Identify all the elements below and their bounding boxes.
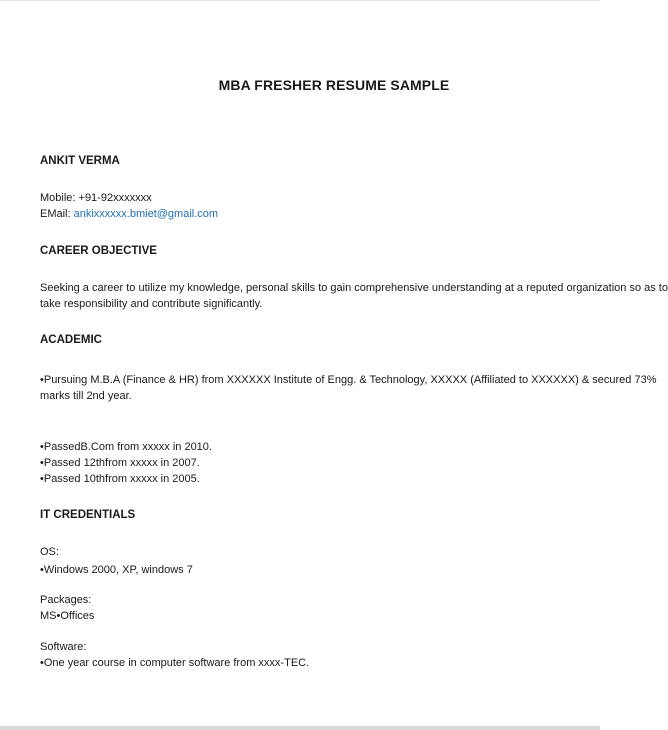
academic-mba-line-2: marks till 2nd year. [40,390,132,402]
email-label: EMail: [40,208,74,220]
os-value: •Windows 2000, XP, windows 7 [40,564,193,576]
email-link[interactable]: ankixxxxxx.bmiet@gmail.com [73,208,219,220]
academic-item-12th: •Passed 12thfrom xxxxx in 2007. [40,457,200,469]
career-objective-heading: CAREER OBJECTIVE [40,245,157,257]
packages-value: MS•Offices [40,610,95,622]
software-value: •One year course in computer software from xxxx-TEC. [40,657,310,669]
academic-mba-line-1: •Pursuing M.B.A (Finance & HR) from XXXXXX Institute of Engg. & Technology, XXXXX (Affiliated to XXXXXX) & secured 73% [40,374,657,386]
packages-label: Packages: [40,594,92,606]
career-objective-line-1: Seeking a career to utilize my knowledge, personal skills to gain comprehensive understanding at a reputed organization so as to [40,282,668,294]
software-label: Software: [40,641,87,653]
page-top-edge [0,0,600,1]
academic-item-bcom: •PassedB.Com from xxxxx in 2010. [40,441,212,453]
page-bottom-edge [0,726,600,730]
candidate-name: ANKIT VERMA [40,155,120,167]
career-objective-line-2: take responsibility and contribute significantly. [40,298,263,310]
academic-heading: ACADEMIC [40,334,102,346]
academic-item-10th: •Passed 10thfrom xxxxx in 2005. [40,473,200,485]
page-title: MBA FRESHER RESUME SAMPLE [218,77,450,93]
os-label: OS: [40,546,59,558]
email-line [40,208,218,220]
it-credentials-heading: IT CREDENTIALS [40,509,136,521]
mobile-line: Mobile: +91-92xxxxxxx [40,192,152,204]
